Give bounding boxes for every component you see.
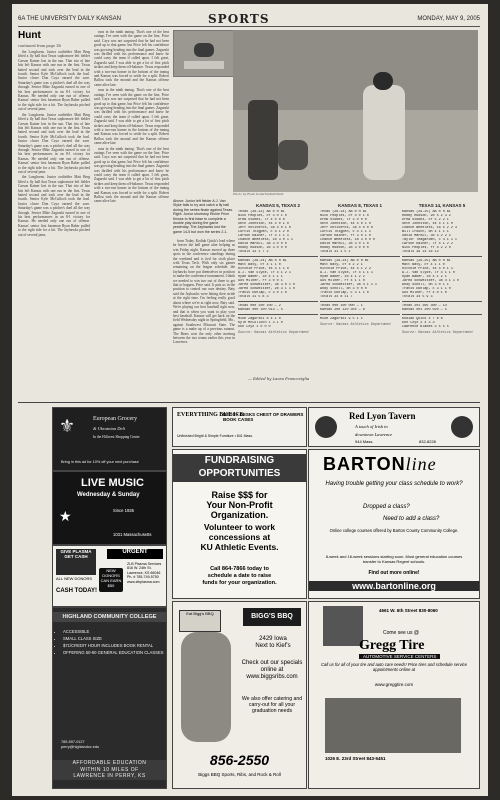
pig-mascot-icon	[181, 632, 231, 742]
ad-biggs-bbq[interactable]: Eat Bigg's BBQ BIGG'S BBQ 2429 Iowa Next to Kief's Check out our specials online at www.biggsribs.com We also offer catering and carry-out for all your graduation needs 856-2550 Biggs BBQ Sports, Ribs, and Rock & Roll	[172, 601, 307, 789]
ad-highland-college[interactable]: HIGHLAND COMMUNITY COLLEGE • ACCESSIBLE • SMALL CLASS SIZE • $71/CREDIT HOUR INCLUDES BOOK RENTAL • OFFERING 50-60 GENERAL EDUCATION CLASSES 785-597-0127 perry@highlandcc.edu AFFORDABLE EDUCATION WITHIN 10 MILES OF LAWRENCE IN PERRY, KS	[52, 607, 167, 789]
photo-credit: Photo by Ryan Soderlin/KANSAN	[233, 192, 284, 196]
ad-everything-but-ice[interactable]: EVERYTHING BUT ICE BEDS • DESKS CHEST OF DRAWERS BOOK CASES Unfinished Bright & Simple Furniture • 841 Mass.	[172, 407, 307, 447]
ad-bartonline[interactable]: BARTONline Having trouble getting your class schedule to work? Dropped a class? Need to add a class? Online college courses offered by Barton County Community College. 8-week and 16-week sessions starting soon. Most general education courses transfer to Kansas Regent schools. Find out more online! www.bartonline.org	[308, 449, 480, 599]
article-column-1: the Longhorns. Junior outfielder Matt Berg lifted a fly ball that Texas sophomore left fielder Carson Kainer lost in the sun. That trio of late hits left Kansas with one run in the first. Texas batted second and took over the lead in the fourth. Senior Kyle McCulloch took the hurl. Junior closer Don Czyz earned the save. Saturday's game was a pitcher's duel all the way through. Senior Mike Zagurski turned in one of his best performances in an 8-1 victory for Kansas. He needed only one run of offense. Kansas' senior first baseman Ryan Baber pulled to the right side for a hit. The Jayhawks pitched out of several jams. the Longhorns. Junior outfielder Matt Berg lifted a fly ball that Texas sophomore left fielder Carson Kainer lost in the sun. That trio of late hits left Kansas with one run in the first. Texas batted second and took over the lead in the fourth. Senior Kyle McCulloch took the hurl. Junior closer Don Czyz earned the save. Saturday's game was a pitcher's duel all the way through. Senior Mike Zagurski turned in one of his best performances in an 8-1 victory for Kansas. He needed only one run of offense. Kansas' senior first baseman Ryan Baber pulled to the right side for a hit. The Jayhawks pitched out of several jams. the Longhorns. Junior outfielder Matt Berg lifted a fly ball that Texas sophomore left fielder Carson Kainer lost in the sun. That trio of late hits left Kansas with one run in the first. Texas batted second and took over the lead in the fourth. Senior Kyle McCulloch took the hurl. Junior closer Don Czyz earned the save. Saturday's game was a pitcher's duel all the way through. Senior Mike Zagurski turned in one of his best performances in an 8-1 victory for Kansas. He needed only one run of offense. Kansas' senior first baseman Ryan Baber pulled to the right side for a hit. The Jayhawks pitched out of several jams.	[18, 50, 90, 237]
star-icon: ★	[59, 508, 72, 524]
page-header	[18, 12, 480, 27]
box-score-title: TEXAS 14, KANSAS 5	[418, 203, 466, 208]
article-column-2: runs in the ninth inning. That's one of the best outings I've seen with the game on the line, Price said. Czyz was not surprised that he had not been good up to that game, but Price felt his confidence was growing heading into the final games. Zagurski was thrilled with his performance and knew he could carry the team if called upon. I felt great, Zagurski said. I was able to get a lot of first pitch strikes and keep them off-balance. Texas responded with a two-run homer in the bottom of the inning and Kansas was forced to settle for a split. Robert Ballou took the mound and the Kansas offense came alive late. runs in the ninth inning. That's one of the best outings I've seen with the game on the line, Price said. Czyz was not surprised that he had not been good up to that game, but Price felt his confidence was growing heading into the final games. Zagurski was thrilled with his performance and knew he could carry the team if called upon. I felt great, Zagurski said. I was able to get a lot of first pitch strikes and keep them off-balance. Texas responded with a two-run homer in the bottom of the inning and Kansas was forced to settle for a split. Robert Ballou took the mound and the Kansas offense came alive late. runs in the ninth inning. That's one of the best outings I've seen with the game on the line, Price said. Czyz was not surprised that he had not been good up to that game, but Price felt his confidence was growing heading into the final games. Zagurski was thrilled with his performance and knew he could carry the team if called upon. I felt great, Zagurski said. I was able to get a lot of first pitch strikes and keep them off-balance. Texas responded with a two-run homer in the bottom of the inning and Kansas was forced to settle for a split. Robert Ballou took the mound and the Kansas offense came alive late.	[94, 30, 169, 204]
donor-badge: NEW DONORS CAN EARN $50	[99, 568, 123, 592]
photo-figure-runner	[278, 140, 308, 170]
photo-figure-ground	[184, 61, 224, 69]
ad-divider	[18, 402, 480, 403]
store-photo-2	[325, 698, 461, 753]
photo-shortstop	[233, 30, 478, 192]
ad-european-grocery[interactable]: ⚜ European Grocery & Ukrainian Deli In the Hillcrest Shopping Center Bring in this ad for 10% off your next purchase	[52, 407, 167, 471]
box-score-1: KANSAS 5, TEXAS 2 Texas (26-13) AB R H BI Nick Peoples, cf 4 0 1 0 Drew Stubbs, lf 4 0 0 0 Seth Johnston, ss 4 0 1 0 Jeff Ontiveros, 3b 4 0 1 0 Curtis Thigpen, c 4 1 2 0 Carson Kainer, lf 4 1 1 1 Chance Wheeless, 1b 3 0 1 1 David Maroul, 3b 3 0 0 0 Robby Hudson, 2b 3 0 0 0 Totals 33 2 7 2 Kansas (28-24) AB R H BI Matt Baty, cf 4 1 1 0 Ritchie Price, ss 4 1 1 0 A.J. Van Slyke, lf 4 1 2 1 Ryan Baber, 1b 4 1 1 1 Gus Milner, rf 3 0 0 1 Jared Schweitzer, 3b 3 0 1 0 Jared Schweitzer, 2b 3 1 1 0 Travis Dunlap, c 3 0 1 0 Totals 31 5 8 3 Texas 000 100 100 — 2 Kansas 000 100 013 — 5 Mike Zagurski 8 4 1 0 Kyle McCulloch 1 3 1 0 Don Czyz 1 0 0 0 Source: Kansas Athletics Department	[238, 204, 318, 335]
article-continued: continued from page 1B	[18, 44, 61, 48]
photo-outfielder	[173, 30, 235, 77]
fleur-de-lis-icon: ⚜	[59, 416, 76, 436]
bartonline-link[interactable]: www.bartonline.org	[309, 581, 479, 591]
ad-gregg-tire[interactable]: 4661 W. 6th Street 830-8060 Come see us @ Gregg Tire AUTOMOTIVE SERVICE CENTERS Call us for all of your tire and auto care needs! Price tires and schedule service appointments online at www.greggtire.com 1026 E. 23rd Street 843-5451	[308, 601, 480, 789]
header-date: MONDAY, MAY 9, 2005	[417, 16, 480, 22]
lion-crest-icon	[451, 416, 473, 438]
photo-figure-player	[194, 43, 214, 57]
article-column-3: from Today, Kodiak Quick's lead where he leaves the ball game after helping us win Friday night. Kansas moved up three spots in the conference standings during the weekend and is tied for sixth place with Texas Tech. With only six games remaining on the league schedule, the Jayhawks have put themselves in position to make the conference tournament. I think we needed to win two out of three to get that to happen, Price said. It puts us in the position to control our own destiny. Baty said the Jayhawks were hitting their stride at the right time. I'm feeling really good about where we're at right now, Baty said. We're playing our best baseball right now, and that is when you want to play your best baseball. Kansas will get back on the field Wednesday night in Springfield, Mo., against Southwest Missouri State. The game is a make up of a previous rainout. The Bears won the only other meeting between the two teams earlier this year in Lawrence.	[173, 239, 235, 345]
section-title: SPORTS	[208, 12, 270, 26]
photo-figure-shortstop	[363, 85, 405, 180]
box-score-2: KANSAS 8, TEXAS 1 Texas (26-14) AB R H BI Nick Peoples, cf 4 0 1 0 Drew Stubbs, lf 3 0 0 0 Seth Johnston, ss 4 0 1 0 Jeff Ontiveros, 3b 4 0 0 0 Curtis Thigpen, c 4 1 1 1 Carson Kainer, rf 3 0 1 0 Chance Wheeless, 1b 3 0 0 0 David Maroul, 3b 3 0 1 0 Robby Hudson, 2b 3 0 0 0 Totals 31 1 5 1 Kansas (29-24) AB R H BI Matt Baty, cf 4 2 2 1 Ritchie Price, ss 4 1 2 2 A.J. Van Slyke, lf 4 1 1 1 Ryan Baber, 1b 4 1 2 2 Gus Milner, rf 4 1 1 0 Jared Schweitzer, 3b 4 1 1 1 Andy Scholl, dh 3 0 0 0 Travis Dunlap, c 3 1 1 0 Totals 34 8 11 7 Texas 000 100 000 — 1 Kansas 200 120 30x — 8 Mike Zagurski 9 5 1 1 Source: Kansas Athletics Department	[320, 204, 400, 327]
eat-sign: Eat Bigg's BBQ	[179, 610, 221, 632]
header-page-info: 6A THE UNIVERSITY DAILY KANSAN	[18, 16, 121, 22]
box-score-3: TEXAS 14, KANSAS 5 Kansas (29-25) AB R H BI Robby Hudson, 2b 5 2 3 2 Drew Stubbs, cf 5 2 2 1 Seth Johnston, ss 4 1 1 0 Chance Wheeless, 1b 5 2 2 3 Will Crouch, dh 4 1 1 1 David Maroul, 3b 4 2 2 2 Taylor Teagarden, c 4 1 1 1 Carson Kainer, lf 4 1 2 2 Nick Peoples, rf 4 2 2 0 Totals 39 14 16 12 Kansas (29-25) AB R H BI Matt Baty, cf 4 1 1 0 Ritchie Price, ss 4 0 1 1 A.J. Van Slyke, lf 4 1 1 0 Ryan Baber, 1b 4 1 2 1 Jared Schweitzer, 3b 4 1 1 0 Andy Scholl, dh 3 0 1 1 Travis Dunlap, c 3 1 1 0 Gus Milner, rf 4 0 1 0 Totals 34 5 9 3 Texas 201 305 300 — 14 Kansas 001 200 020 — 5 Kodiak Quick 4 7 6 6 Don Czyz 2 4 3 3 Lawrence Blades 3 5 5 5 Source: Kansas Athletics Department	[402, 204, 482, 335]
box-score-title: KANSAS 8, TEXAS 1	[337, 203, 382, 208]
photo-caption: Above: Junior left fielder A.J. Van Slyke falls to try and catch a fly ball during the series finale against Texas. Right: Junior shortstop Richie Price throws to first base to complete a double play during the game yesterday. The Jayhawks lost the game 14-5 but won the series 2-1.	[173, 199, 234, 234]
ad-live-music[interactable]: LIVE MUSIC Wednesday & Sunday ★ Since 1936 1031 Massachusetts	[52, 471, 167, 545]
ad-fundraising[interactable]: FUNDRAISING OPPORTUNITIES Raise $$$ for Your Non-Profit Organization. Volunteer to work concessions at KU Athletic Events. Call 864-7866 today to schedule a date to raise funds for your organization.	[172, 449, 307, 599]
ad-red-lyon-tavern[interactable]: Red Lyon Tavern A touch of Irish in downtown Lawrence 944 Mass. 832-8228	[308, 407, 480, 447]
box-score-title: KANSAS 5, TEXAS 2	[255, 203, 300, 208]
lion-crest-icon	[315, 416, 337, 438]
ad-plasma[interactable]: GIVE PLASMA GET CASH ALL NEW DONORS CASH TODAY! URGENT NEW DONORS CAN EARN $50 ZLB Plasma Services 816 W. 24th St. Lawrence, KS 66046 Ph. # 785-749-5750 www.zlbplasma.com	[52, 545, 167, 607]
hcc-feature-list: • ACCESSIBLE • SMALL CLASS SIZE • $71/CREDIT HOUR INCLUDES BOOK RENTAL • OFFERING 50-60 GENERAL EDUCATION CLASSES	[57, 628, 164, 656]
photo-figure-umpire	[248, 100, 278, 180]
store-photo-1	[323, 606, 363, 646]
editor-credit: — Edited by Laura Francoviglia	[248, 376, 310, 381]
article-title: Hunt	[18, 30, 41, 41]
greggtire-link[interactable]: www.greggtire.com	[374, 682, 414, 687]
newspaper-page	[12, 4, 488, 796]
